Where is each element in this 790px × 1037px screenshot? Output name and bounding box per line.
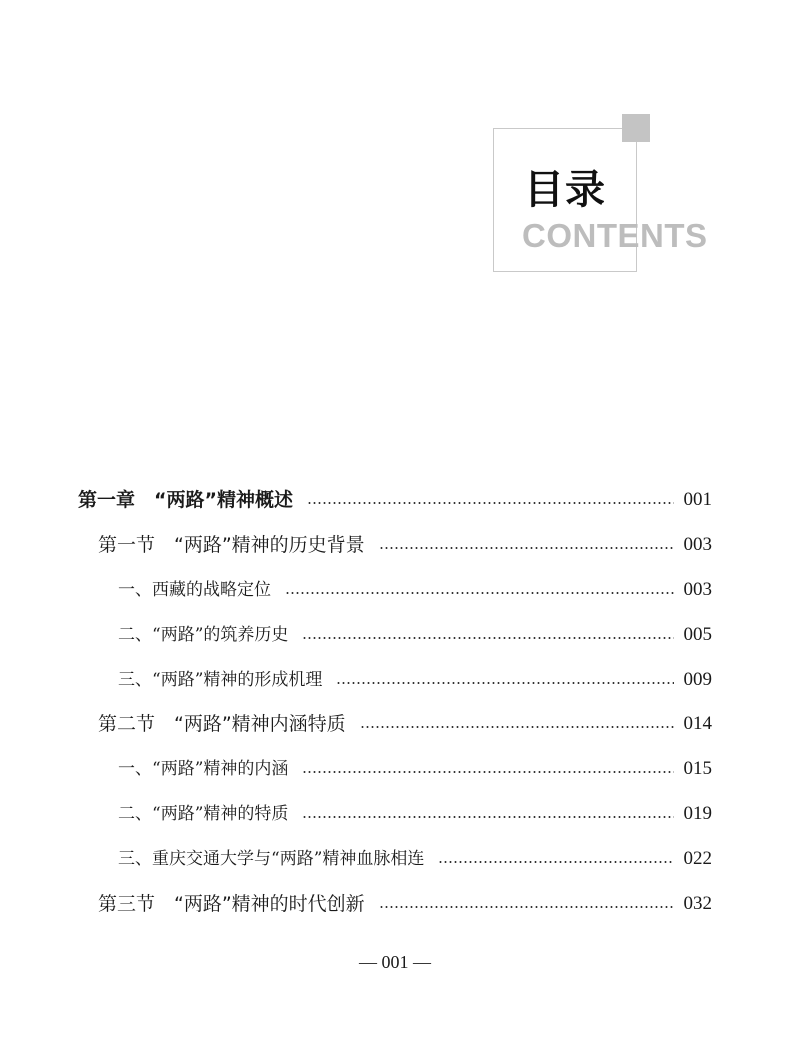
toc-entry-section-3[interactable] bbox=[98, 889, 712, 919]
toc-entry-label: 二、“两路”的筑养历史 bbox=[118, 625, 289, 645]
dot-leader bbox=[302, 816, 673, 818]
toc-entry-label: 第三节 “两路”精神的时代创新 bbox=[98, 893, 365, 915]
dot-leader bbox=[360, 726, 674, 728]
toc-entry-subsection-2-2[interactable] bbox=[118, 799, 712, 829]
toc-entry-subsection-1-2[interactable] bbox=[118, 620, 712, 650]
toc-entry-label: 一、西藏的战略定位 bbox=[118, 580, 271, 600]
dot-leader bbox=[379, 906, 674, 908]
dot-leader bbox=[302, 637, 673, 639]
toc-entry-page: 022 bbox=[683, 848, 712, 869]
dot-leader bbox=[336, 682, 673, 684]
toc-title-chinese: 目录 bbox=[524, 167, 606, 213]
toc-entry-page: 019 bbox=[683, 803, 712, 824]
toc-title-english: CONTENTS bbox=[522, 217, 708, 254]
toc-entry-section-2[interactable] bbox=[98, 709, 712, 739]
dot-leader bbox=[379, 547, 674, 549]
dot-leader bbox=[302, 771, 673, 773]
toc-entry-page: 005 bbox=[683, 624, 712, 645]
toc-entry-label: 第一节 “两路”精神的历史背景 bbox=[98, 534, 365, 556]
toc-entry-label: 三、重庆交通大学与“两路”精神血脉相连 bbox=[118, 849, 425, 869]
toc-entry-page: 003 bbox=[683, 534, 712, 555]
toc-entry-subsection-1-3[interactable] bbox=[118, 665, 712, 695]
toc-entry-page: 015 bbox=[683, 758, 712, 779]
dot-leader bbox=[307, 502, 674, 504]
toc-entry-chapter-1[interactable] bbox=[78, 485, 712, 515]
toc-entry-page: 001 bbox=[683, 489, 712, 510]
page-number-footer: — 001 — bbox=[359, 952, 431, 972]
toc-entry-section-1[interactable] bbox=[98, 530, 712, 560]
toc-entry-page: 032 bbox=[683, 893, 712, 914]
toc-entry-subsection-2-3[interactable] bbox=[118, 844, 712, 874]
toc-title-block bbox=[0, 0, 790, 300]
toc-entry-label: 第一章 “两路”精神概述 bbox=[78, 489, 293, 511]
toc-entry-label: 第二节 “两路”精神内涵特质 bbox=[98, 713, 346, 735]
title-corner-square bbox=[622, 114, 650, 142]
toc-entry-label: 一、“两路”精神的内涵 bbox=[118, 759, 289, 779]
toc-entry-label: 二、“两路”精神的特质 bbox=[118, 804, 289, 824]
toc-entry-label: 三、“两路”精神的形成机理 bbox=[118, 670, 323, 690]
dot-leader bbox=[285, 592, 674, 594]
toc-entry-page: 014 bbox=[683, 713, 712, 734]
toc-entry-page: 003 bbox=[683, 579, 712, 600]
toc-entry-subsection-2-1[interactable] bbox=[118, 754, 712, 784]
toc-entry-page: 009 bbox=[683, 669, 712, 690]
dot-leader bbox=[438, 861, 673, 863]
toc-entry-subsection-1-1[interactable] bbox=[118, 575, 712, 605]
